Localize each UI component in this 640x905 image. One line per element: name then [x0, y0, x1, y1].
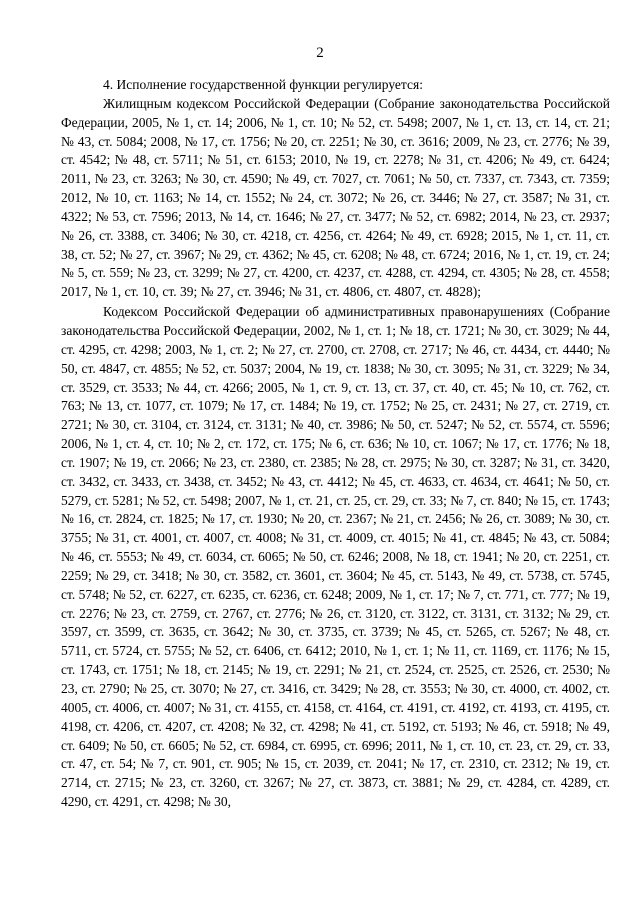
- page-number: 2: [316, 45, 324, 61]
- housing-code-paragraph: Жилищным кодексом Российской Федерации (Собрание законодательства Российской Федерации, 2005, № 1, ст. 14; 2006, № 1, ст. 10; № 52, ст. 5498; 2007, № 1, ст. 13, ст. 14, ст. 21; № 43, ст. 5084; 2008, № 17, ст. 1756; № 20, ст. 2251; № 30, ст. 3616; 2009, № 23, ст. 2776; № 39, ст. 4542; № 48, ст. 5711; № 51, ст. 6153; 2010, № 19, ст. 2278; № 31, ст. 4206; № 49, ст. 6424; 2011, № 23, ст. 3263; № 30, ст. 4590; № 49, ст. 7027, ст. 7061; № 50, ст. 7337, ст. 7343, ст. 7359; 2012, № 10, ст. 1163; № 14, ст. 1552; № 24, ст. 3072; № 26, ст. 3446; № 27, ст. 3587; № 31, ст. 4322; № 53, ст. 7596; 2013, № 14, ст. 1646; № 27, ст. 3477; № 52, ст. 6982; 2014, № 23, ст. 2937; № 26, ст. 3388, ст. 3406; № 30, ст. 4218, ст. 4256, ст. 4264; № 49, ст. 6928; 2015, № 1, ст. 11, ст. 38, ст. 52; № 27, ст. 3967; № 29, ст. 4362; № 45, ст. 6208; № 48, ст. 6724; 2016, № 1, ст. 19, ст. 24; № 5, ст. 559; № 23, ст. 3299; № 27, ст. 4200, ст. 4237, ст. 4288, ст. 4294, ст. 4305; № 28, ст. 4558; 2017, № 1, ст. 10, ст. 39; № 27, ст. 3946; № 31, ст. 4806, ст. 4807, ст. 4828);: [61, 95, 610, 300]
- section-heading: 4. Исполнение государственной функции регулируется:: [103, 77, 423, 92]
- document-body: [61, 76, 610, 812]
- administrative-code-paragraph: Кодексом Российской Федерации об административных правонарушениях (Собрание законодательства Российской Федерации, 2002, № 1, ст. 1; № 18, ст. 1721; № 30, ст. 3029; № 44, ст. 4295, ст. 4298; 2003, № 1, ст. 2; № 27, ст. 2700, ст. 2708, ст. 2717; № 46, ст. 4434, ст. 4440; № 50, ст. 4847, ст. 4855; № 52, ст. 5037; 2004, № 19, ст. 1838; № 30, ст. 3095; № 31, ст. 3229; № 34, ст. 3529, ст. 3533; № 44, ст. 4266; 2005, № 1, ст. 9, ст. 13, ст. 37, ст. 40, ст. 45; № 10, ст. 762, ст. 763; № 13, ст. 1077, ст. 1079; № 17, ст. 1484; № 19, ст. 1752; № 25, ст. 2431; № 27, ст. 2719, ст. 2721; № 30, ст. 3104, ст. 3124, ст. 3131; № 40, ст. 3986; № 50, ст. 5247; № 52, ст. 5574, ст. 5596; 2006, № 1, ст. 4, ст. 10; № 2, ст. 172, ст. 175; № 6, ст. 636; № 10, ст. 1067; № 17, ст. 1776; № 18, ст. 1907; № 19, ст. 2066; № 23, ст. 2380, ст. 2385; № 28, ст. 2975; № 30, ст. 3287; № 31, ст. 3420, ст. 3432, ст. 3433, ст. 3438, ст. 3452; № 43, ст. 4412; № 45, ст. 4633, ст. 4634, ст. 4641; № 50, ст. 5279, ст. 5281; № 52, ст. 5498; 2007, № 1, ст. 21, ст. 25, ст. 29, ст. 33; № 7, ст. 840; № 15, ст. 1743; № 16, ст. 2824, ст. 1825; № 17, ст. 1930; № 20, ст. 2367; № 21, ст. 2456; № 26, ст. 3089; № 30, ст. 3755; № 31, ст. 4001, ст. 4007, ст. 4008; № 31, ст. 4009, ст. 4015; № 41, ст. 4845; № 43, ст. 5084; № 46, ст. 5553; № 49, ст. 6034, ст. 6065; № 50, ст. 6246; 2008, № 18, ст. 1941; № 20, ст. 2251, ст. 2259; № 29, ст. 3418; № 30, ст. 3582, ст. 3601, ст. 3604; № 45, ст. 5143, № 49, ст. 5738, ст. 5745, ст. 5748; № 52, ст. 6227, ст. 6235, ст. 6236, ст. 6248; 2009, № 1, ст. 17; № 7, ст. 771, ст. 777; № 19, ст. 2276; № 23, ст. 2759, ст. 2767, ст. 2776; № 26, ст. 3120, ст. 3122, ст. 3131, ст. 3132; № 29, ст. 3597, ст. 3599, ст. 3635, ст. 3642; № 30, ст. 3735, ст. 3739; № 45, ст. 5265, ст. 5267; № 48, ст. 5711, ст. 5724, ст. 5755; № 52, ст. 6406, ст. 6412; 2010, № 1, ст. 1; № 11, ст. 1169, ст. 1176; № 15, ст. 1743, ст. 1751; № 18, ст. 2145; № 19, ст. 2291; № 21, ст. 2524, ст. 2525, ст. 2526, ст. 2530; № 23, ст. 2790; № 25, ст. 3070; № 27, ст. 3416, ст. 3429; № 28, ст. 3553; № 30, ст. 4000, ст. 4002, ст. 4005, ст. 4006, ст. 4007; № 31, ст. 4155, ст. 4158, ст. 4164, ст. 4191, ст. 4192, ст. 4193, ст. 4195, ст. 4198, ст. 4206, ст. 4207, ст. 4208; № 32, ст. 4298; № 41, ст. 5192, ст. 5193; № 46, ст. 5918; № 49, ст. 6409; № 50, ст. 6605; № 52, ст. 6984, ст. 6995, ст. 6996; 2011, № 1, ст. 10, ст. 23, ст. 29, ст. 33, ст. 47, ст. 54; № 7, ст. 901, ст. 905; № 15, ст. 2039, ст. 2041; № 17, ст. 2310, ст. 2312; № 19, ст. 2714, ст. 2715; № 23, ст. 3260, ст. 3267; № 27, ст. 3873, ст. 3881; № 29, ст. 4284, ст. 4289, ст. 4290, ст. 4291, ст. 4298; № 30,: [61, 304, 610, 810]
